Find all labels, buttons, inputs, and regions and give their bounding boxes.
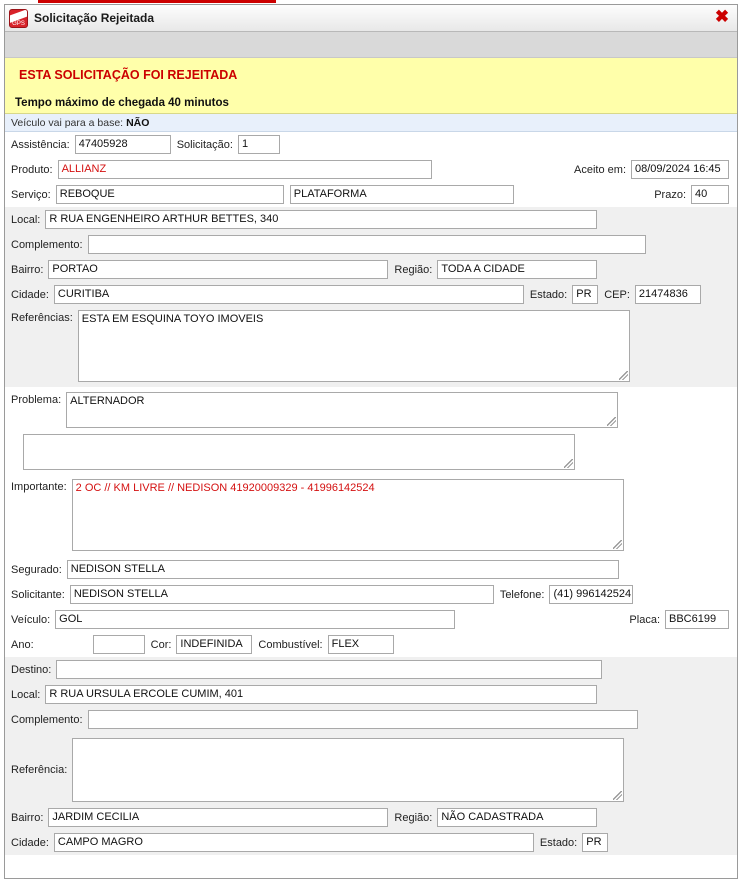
cidade-destino-input[interactable]: CAMPO MAGRO: [54, 833, 534, 852]
bairro-destino-input[interactable]: JARDIM CECILIA: [48, 808, 388, 827]
destino-label: Destino:: [11, 663, 52, 676]
row-local-destino: [5, 682, 737, 707]
referencias-textarea[interactable]: ESTA EM ESQUINA TOYO IMOVEIS: [78, 310, 630, 382]
cidade-origem-input[interactable]: CURITIBA: [54, 285, 524, 304]
base-label: Veículo vai para a base:: [11, 116, 124, 129]
row-servico: [5, 182, 737, 207]
local-destino-input[interactable]: R RUA URSULA ERCOLE CUMIM, 401: [45, 685, 597, 704]
section-problem: [5, 387, 737, 557]
destino-input[interactable]: [56, 660, 602, 679]
placa-input[interactable]: BBC6199: [665, 610, 729, 629]
window-title: Solicitação Rejeitada: [34, 11, 155, 25]
browser-red-accent: [38, 0, 276, 3]
complemento-destino-input[interactable]: [88, 710, 638, 729]
estado-origem-label: Estado:: [529, 288, 568, 301]
referencia-destino-label: Referência:: [11, 764, 68, 776]
row-ano-cor-combustivel: [5, 632, 737, 657]
request-form: [5, 132, 737, 878]
estado-destino-label: Estado:: [539, 836, 578, 849]
base-value: NÃO: [126, 116, 150, 129]
section-origin: [5, 207, 737, 387]
assistencia-label: Assistência:: [11, 138, 70, 151]
gps-app-icon: [9, 9, 28, 28]
rejected-banner-text: ESTA SOLICITAÇÃO FOI REJEITADA: [19, 68, 238, 82]
segurado-label: Segurado:: [11, 563, 62, 576]
max-time-text: Tempo máximo de chegada 40 minutos: [15, 96, 229, 109]
telefone-label: Telefone:: [499, 588, 545, 601]
produto-label: Produto:: [11, 163, 53, 176]
produto-input[interactable]: ALLIANZ: [58, 160, 432, 179]
estado-destino-input[interactable]: PR: [582, 833, 608, 852]
referencias-label: Referências:: [11, 312, 73, 324]
solicitacao-label: Solicitação:: [176, 138, 233, 151]
gps-icon-label: GPS: [12, 20, 25, 27]
veiculo-input[interactable]: GOL: [55, 610, 455, 629]
row-complemento-destino: [5, 707, 737, 732]
ano-input[interactable]: [93, 635, 145, 654]
local-destino-label: Local:: [11, 688, 41, 701]
row-local-origem: [5, 207, 737, 232]
solicitacao-input[interactable]: 1: [238, 135, 280, 154]
regiao-destino-label: Região:: [394, 811, 433, 824]
bairro-destino-label: Bairro:: [11, 811, 44, 824]
close-icon[interactable]: ✖: [714, 7, 730, 26]
regiao-destino-input[interactable]: NÃO CADASTRADA: [437, 808, 597, 827]
importante-label: Importante:: [11, 481, 67, 493]
cor-input[interactable]: INDEFINIDA: [176, 635, 252, 654]
rejected-banner: [5, 58, 737, 92]
dialog-window: [4, 4, 738, 879]
cep-input[interactable]: 21474836: [635, 285, 701, 304]
row-problema: [5, 387, 737, 431]
cidade-origem-label: Cidade:: [11, 288, 49, 301]
ano-label: Ano:: [11, 638, 34, 651]
row-produto: [5, 157, 737, 182]
max-time-banner: [5, 92, 737, 114]
referencia-destino-textarea[interactable]: [72, 738, 624, 802]
complemento-destino-label: Complemento:: [11, 713, 83, 726]
estado-origem-input[interactable]: PR: [572, 285, 598, 304]
bairro-origem-input[interactable]: PORTAO: [48, 260, 388, 279]
row-importante: [5, 473, 737, 557]
row-cidade-destino: [5, 830, 737, 855]
row-solicitante: [5, 582, 737, 607]
row-assistencia: [5, 132, 737, 157]
local-origem-label: Local:: [11, 213, 41, 226]
row-veiculo: [5, 607, 737, 632]
row-bairro-origem: [5, 257, 737, 282]
aceito-input[interactable]: 08/09/2024 16:45: [631, 160, 729, 179]
complemento-origem-input[interactable]: [88, 235, 646, 254]
regiao-origem-input[interactable]: TODA A CIDADE: [437, 260, 597, 279]
importante-textarea[interactable]: 2 OC // KM LIVRE // NEDISON 41920009329 - 41996142524: [72, 479, 624, 551]
cor-label: Cor:: [150, 638, 172, 651]
section-request: [5, 132, 737, 207]
section-destination: [5, 657, 737, 855]
telefone-input[interactable]: (41) 996142524: [549, 585, 633, 604]
row-bairro-destino: [5, 805, 737, 830]
toolbar-area: [5, 32, 737, 58]
base-info-bar: [5, 114, 737, 132]
assistencia-input[interactable]: 47405928: [75, 135, 171, 154]
section-people: [5, 557, 737, 657]
complemento-origem-label: Complemento:: [11, 238, 83, 251]
cep-label: CEP:: [604, 288, 630, 301]
title-bar: [5, 5, 737, 32]
solicitante-label: Solicitante:: [11, 588, 65, 601]
row-cidade-origem: [5, 282, 737, 307]
problema-textarea[interactable]: ALTERNADOR: [66, 392, 618, 428]
bairro-origem-label: Bairro:: [11, 263, 44, 276]
row-observacao: [5, 431, 737, 473]
servico-tipo-input[interactable]: PLATAFORMA: [290, 185, 514, 204]
servico-input[interactable]: REBOQUE: [56, 185, 284, 204]
problema-label: Problema:: [11, 394, 62, 406]
servico-label: Serviço:: [11, 188, 51, 201]
observacao-textarea[interactable]: [23, 434, 575, 470]
combustivel-input[interactable]: FLEX: [328, 635, 394, 654]
cidade-destino-label: Cidade:: [11, 836, 49, 849]
prazo-input[interactable]: 40: [691, 185, 729, 204]
row-destino: [5, 657, 737, 682]
solicitante-input[interactable]: NEDISON STELLA: [70, 585, 494, 604]
veiculo-label: Veículo:: [11, 613, 51, 626]
regiao-origem-label: Região:: [394, 263, 433, 276]
placa-label: Placa:: [629, 613, 660, 626]
local-origem-input[interactable]: R RUA ENGENHEIRO ARTHUR BETTES, 340: [45, 210, 597, 229]
row-referencia-destino: [5, 732, 737, 805]
row-complemento-origem: [5, 232, 737, 257]
row-segurado: [5, 557, 737, 582]
segurado-input[interactable]: NEDISON STELLA: [67, 560, 619, 579]
row-referencias: [5, 307, 737, 387]
combustivel-label: Combustível:: [258, 638, 323, 651]
prazo-label: Prazo:: [654, 188, 686, 201]
aceito-label: Aceito em:: [574, 163, 626, 176]
